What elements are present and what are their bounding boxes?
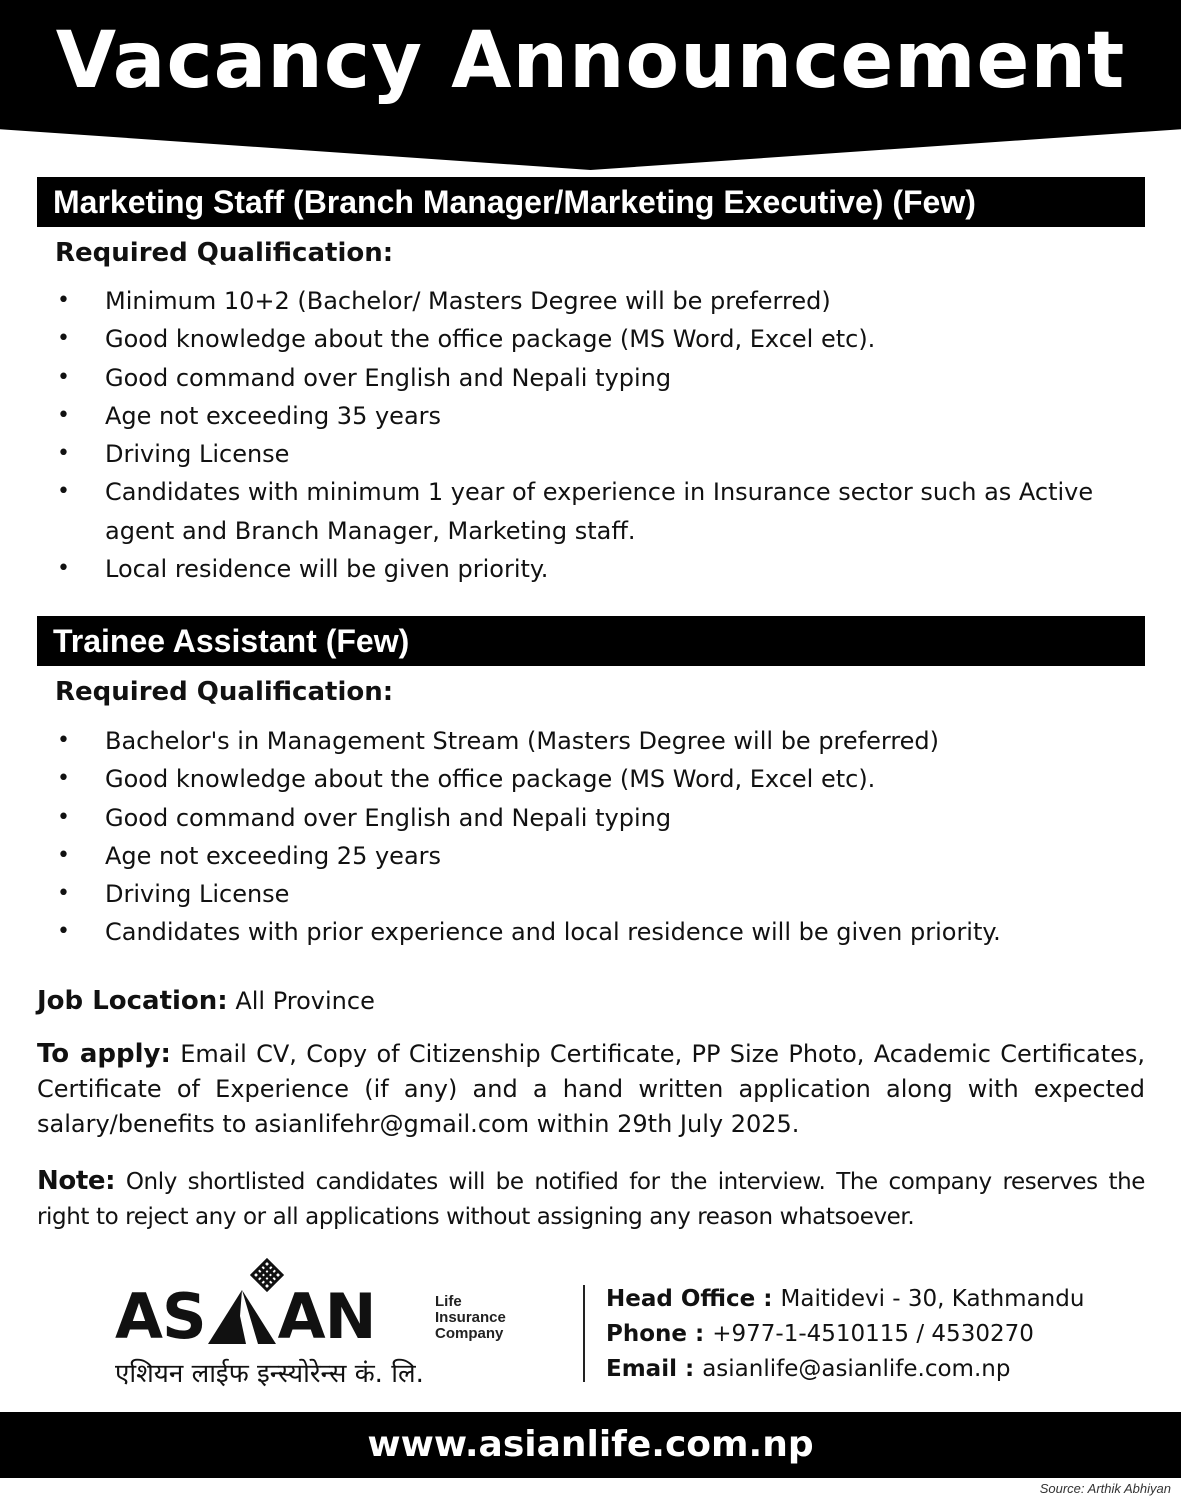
list-item: • Good command over English and Nepali typing: [55, 799, 1145, 837]
logo-subtitle: [435, 1294, 506, 1342]
phone: [606, 1317, 1084, 1352]
list-item: • Driving License: [55, 875, 1145, 913]
logo-sub-line: Life: [435, 1293, 462, 1310]
list-item: • Age not exceeding 35 years: [55, 397, 1145, 435]
logo-wordmark: [115, 1280, 376, 1353]
position-title-marketing: Marketing Staff (Branch Manager/Marketing Executive) (Few): [37, 177, 1145, 227]
logo-sub-line: Insurance: [435, 1309, 506, 1326]
to-apply: [37, 1037, 1145, 1142]
to-apply-label: To apply:: [37, 1039, 171, 1069]
logo-nepali-name: एशियन लाईफ इन्स्योरेन्स कं. लि.: [115, 1359, 424, 1389]
list-item: • Bachelor's in Management Stream (Masters Degree will be preferred): [55, 722, 1145, 760]
contact-block: [606, 1282, 1084, 1387]
head-office-label: Head Office :: [606, 1286, 781, 1312]
footer-divider: [583, 1285, 585, 1382]
email-label: Email :: [606, 1356, 703, 1382]
email-value: asianlife@asianlife.com.np: [702, 1356, 1011, 1382]
note-value: Only shortlisted candidates will be notified for the interview. The company reserves the right to reject any or all applications without assigning any reason whatsoever.: [37, 1169, 1145, 1230]
qualification-list-trainee: [55, 722, 1145, 952]
phone-value: +977-1-4510115 / 4530270: [712, 1321, 1034, 1347]
job-location: [37, 984, 1145, 1019]
note: [37, 1164, 1145, 1235]
list-item: • Local residence will be given priority.: [55, 550, 1145, 588]
list-item: • Good knowledge about the office package (MS Word, Excel etc).: [55, 320, 1145, 358]
job-location-label: Job Location:: [37, 986, 228, 1016]
job-location-value: All Province: [227, 987, 375, 1015]
logo-word-right: AN: [277, 1280, 376, 1353]
list-item: • Minimum 10+2 (Bachelor/ Masters Degree will be preferred): [55, 282, 1145, 320]
list-item: • Good knowledge about the office package (MS Word, Excel etc).: [55, 760, 1145, 798]
position-title-trainee: Trainee Assistant (Few): [37, 616, 1145, 666]
head-office: [606, 1282, 1084, 1317]
list-item: • Candidates with minimum 1 year of experience in Insurance sector such as Active agent and Branch Manager, Marketing staff.: [55, 473, 1145, 550]
list-item: • Good command over English and Nepali typing: [55, 359, 1145, 397]
page-title: Vacancy Announcement: [55, 16, 1126, 106]
qualification-list-marketing: [55, 282, 1145, 588]
head-office-value: Maitidevi - 30, Kathmandu: [780, 1286, 1085, 1312]
qualification-heading: Required Qualification:: [55, 677, 394, 707]
logo-sub-line: Company: [435, 1325, 504, 1342]
note-label: Note:: [37, 1166, 116, 1196]
phone-label: Phone :: [606, 1321, 713, 1347]
qualification-heading: Required Qualification:: [55, 238, 394, 268]
email: [606, 1352, 1084, 1387]
company-logo: [115, 1258, 565, 1388]
list-item: • Driving License: [55, 435, 1145, 473]
website-footer: www.asianlife.com.np: [0, 1412, 1181, 1478]
list-item: • Candidates with prior experience and local residence will be given priority.: [55, 913, 1145, 951]
list-item: • Age not exceeding 25 years: [55, 837, 1145, 875]
logo-triangle-icon: [206, 1288, 278, 1344]
to-apply-value: Email CV, Copy of Citizenship Certificate, PP Size Photo, Academic Certificates, Certificate of Experience (if any) and a hand written application along with expected salary/benefits to asianlifehr@gmail.com within 29th July 2025.: [37, 1040, 1146, 1138]
source-credit: Source: Arthik Abhiyan: [1039, 1481, 1171, 1496]
logo-word-left: AS: [115, 1280, 206, 1353]
